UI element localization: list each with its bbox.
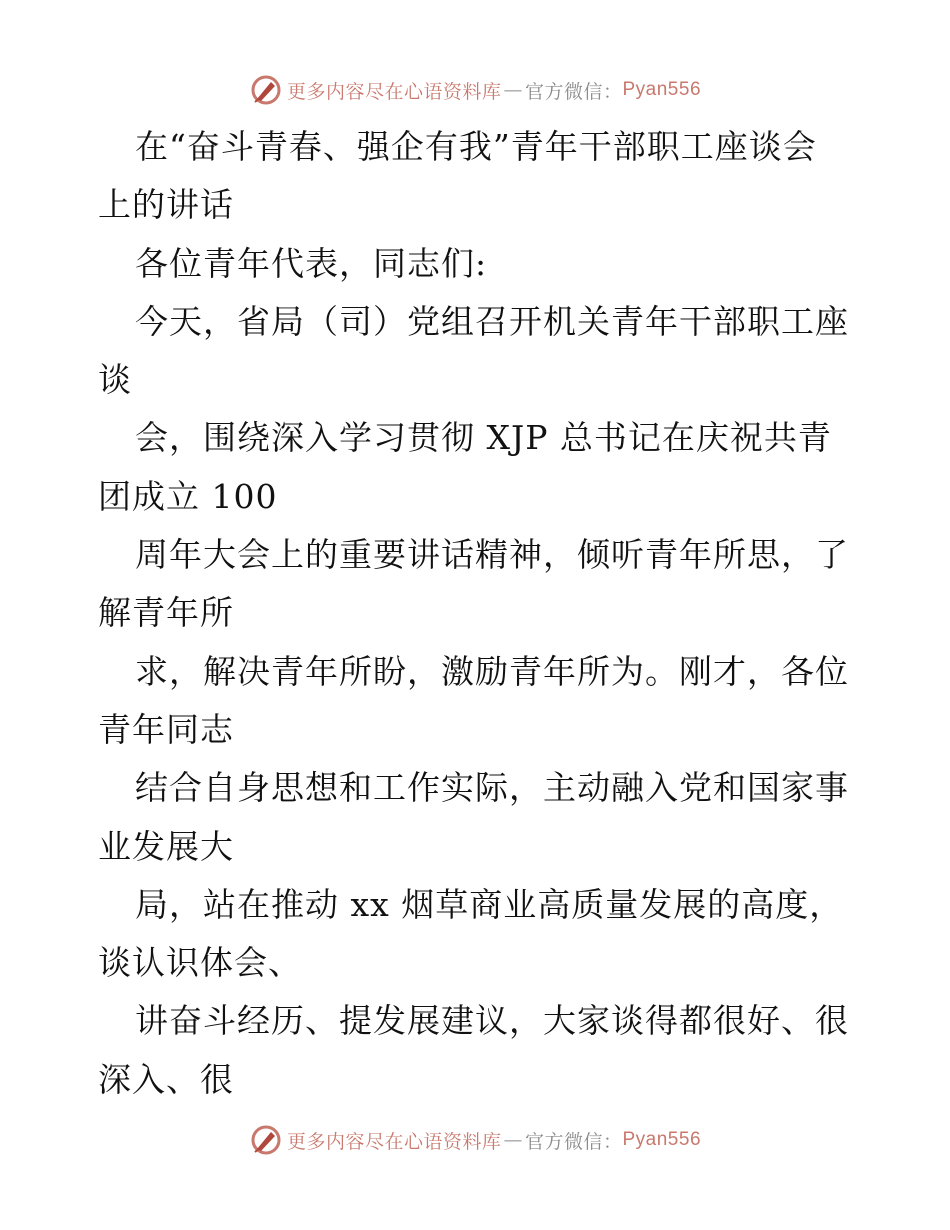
watermark-wechat-id: Pyan556 — [622, 79, 702, 100]
footer-watermark — [0, 1122, 950, 1158]
header-watermark — [0, 72, 950, 108]
text-line: 谈认识体会、 — [98, 943, 302, 983]
text-line: 业发展大 — [98, 826, 234, 866]
watermark-text: 更多内容尽在心语资料库 — [286, 80, 502, 103]
text-line: 今天，省局（司）党组召开机关青年干部职工座 — [135, 301, 849, 341]
text-line: 团成立 100 — [98, 476, 278, 516]
watermark-label: 官方微信： — [524, 80, 623, 103]
watermark-wechat-id: Pyan556 — [622, 1129, 702, 1150]
text-line: 会，围绕深入学习贯彻 XJP 总书记在庆祝共青 — [135, 418, 832, 458]
text-line: 周年大会上的重要讲话精神，倾听青年所思，了 — [135, 535, 849, 575]
text-line: 求，解决青年所盼，激励青年所为。刚才，各位 — [135, 651, 849, 691]
text-line: 上的讲话 — [98, 185, 234, 225]
document-body — [98, 118, 858, 1109]
text-line: 解青年所 — [98, 593, 234, 633]
watermark-label: 官方微信： — [524, 1130, 623, 1153]
text-line: 讲奋斗经历、提发展建议，大家谈得都很好、很 — [135, 1001, 849, 1041]
text-line: 深入、很 — [98, 1059, 234, 1099]
text-line: 结合自身思想和工作实际，主动融入党和国家事 — [135, 768, 849, 808]
watermark-separator: — — [503, 79, 523, 101]
watermark-separator: — — [503, 1129, 523, 1151]
text-line: 谈 — [98, 360, 132, 400]
text-line: 局，站在推动 xx 烟草商业高质量发展的高度， — [135, 884, 844, 924]
text-line: 青年同志 — [98, 709, 234, 749]
text-line: 各位青年代表，同志们: — [135, 243, 488, 283]
quill-logo-icon — [249, 1123, 283, 1157]
text-line: 在“奋斗青春、强企有我”青年干部职工座谈会 — [135, 127, 817, 166]
quill-logo-icon — [249, 73, 283, 107]
watermark-text: 更多内容尽在心语资料库 — [286, 1130, 502, 1153]
